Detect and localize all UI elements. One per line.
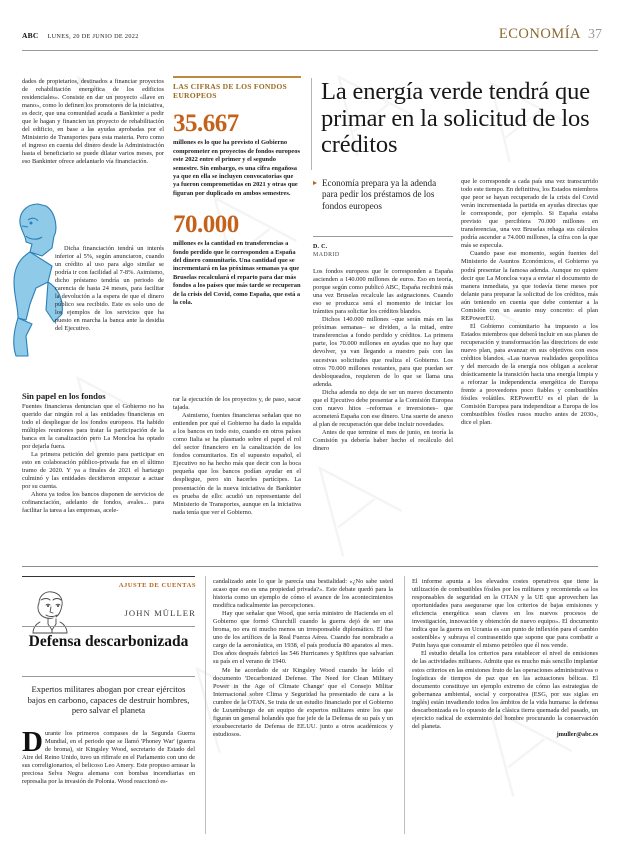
paragraph: Durante los primeros compases de la Segunda Guerra Mundial, en el periodo que se llamó 'Phoney War' (guerra de broma), sir Kingsley Wood, secretario de Estado del Aire del Reino Unido, tuvo un rifirrafe en el Parlamento con uno de sus correligionarios, el belicoso Leo Amery. Este propuso arrasar la preciosa Selva Negra alemana con bombas incendiarias en represalia por la invasión de Polonia. Wood reaccionó es- [22,726,195,786]
section-title: ECONOMÍA [498,26,581,42]
opinion-subtitle: Expertos militares abogan por crear ejércitos bajos en carbono, capaces de destruir hombres, pero salvar el planeta [27,684,190,716]
standfirst-wrap [313,178,453,212]
figures-box [173,76,301,308]
paragraph: Dicha adenda no deja de ser un nuevo documento que el Ejecutivo debe presentar a la Comisión Europea con nuevo hitos –reformas e inversiones– que acometerá España con ese dinero. Una suerte de anexo al plan de recuperación que debe incluir novedades. [313,388,453,428]
opinion-top-rule [22,576,195,577]
figures-box-top-rule [173,76,301,78]
article-column-4 [461,178,598,427]
main-headline: La energía verde tendrá que primar en la solicitud de los créditos [321,78,590,158]
standfirst [313,178,453,212]
byline-dateline: MADRID [313,252,340,258]
byline-divider [313,236,453,237]
standfirst-text: Economía prepara ya la adenda para pedir los préstamos de los fondos europeos [322,178,437,211]
article-column-1-cont [22,386,164,515]
article-column-3 [313,268,453,453]
figure-number-1: 35.667 [173,110,239,138]
figure-number-2: 70.000 [173,211,239,239]
opinion-signoff-email: jmuller@abc.es [556,730,598,738]
masthead [22,26,602,46]
paragraph: La primera petición del gremio para participar en esto en colaboración público-privada fue en el último tramo de 2020. Y ya a finales de 2021 el hartazgo culminó y las entidades decidieron empezar a actuar por su cuenta. [22,450,164,490]
figure-text-2: millones es la cantidad en transferencias a fondo perdido que le corresponden a España del dinero comunitario. Una cantidad que se incrementará en las próximas semanas ya que Bruselas recalculará el reparto para dar más fondos a los países que más tarde se recuperan de la crisis del Covid, como España, que está a la cola. [173,240,301,307]
opinion-title: Defensa descarbonizada [28,633,189,650]
byline-author: D. C. [313,244,328,250]
masthead-left [22,31,139,40]
paragraph: Dichos 140.000 millones –que serán más en las próximas semanas– se dividen, a la mitad, entre transferencias a fondo perdido y créditos. La primera parte, los 70.000 millones en ayudas que no hay que devolver, ya van llegando a nuestro país con las sucesivas solicitudes que realiza el Gobierno. Los otros 70.000 millones restantes, para que puedan ser desbloqueados, requieren de lo que se llama una adenda. [313,316,453,388]
section-divider [22,566,598,567]
byline [313,244,453,258]
opinion-column-separator [205,576,206,834]
paragraph: dades de propietarios, destinados a financiar proyectos de rehabilitación energética de los edificios residenciales». Consiste en dar un proyecto «llave en mano», como lo definen los promotores de la iniciativa, es decir, que una comunidad acuda a Bankinter a pedir que le hagan y financien un proyecto de rehabilitación del edificio, en base a las ayudas aprobadas por el Ministerio de Transportes para esta materia. Pero como el ingreso en cuenta del dinero desde la Administración hasta el beneficiario se puede dilatar varios meses, por eso Bankinter ofrece adelantarlo vía financiación. [22,78,164,166]
opinion-bottom-rule [22,676,195,677]
paragraph: Fuentes financieras denuncian que el Gobierno no ha querido dar ningún rol a las entidades financieras en todo el despliegue de los fondos europeos. Ha habido múltiples reuniones para tratar la participación de la banca en la canalización pero La Moncloa ha optado por dejarla fuera. [22,402,164,450]
paragraph: Dicha financiación tendrá un interés inferior al 5%, según anunciaron, cuando un crédito al uso para algo similar se podría ir con facilidad al 7-8%. Asimismo, dicho préstamo tendría un periodo de carencia de hasta 24 meses, para facilitar la devolución a la espera de que el dinero público sea recibido. Este es solo uno de los ejemplos de los servicios que ha puesto en marcha la banca ante la desidia del Ejecutivo. [55,245,164,333]
paragraph: El estudio detalla los criterios para establecer el nivel de emisiones de las actividades militares. Admite que es mucho más sencillo implantar estos criterios en las emisiones fruto de las operaciones administrativas o logísticas de tiempos de paz que en las actuaciones bélicas. El documento constituye un ejemplo extremo de cómo las estrategias de gobernanza ambiental, social y corporativa (ESG, por sus siglas en inglés) están invadiendo todos los ámbitos de la vida humana: la defensa descarbonizada es lo opuesto de la clásica tierra quemada del pasado, un ejercicio radical de exterminio del hombre procurando la conservación del planeta. [412,650,598,730]
paragraph: Hay que señalar que Wood, que sería ministro de Hacienda en el Gobierno que formó Churchill cuando la guerra dejó de ser una broma, no era ni mucho menos un irresponsable diplomático. El fue uno de los artífices de la Real Fuerza Aérea. Cuando fue nombrado a cargo de la aeronáutica, en 1938, el país producía 80 aparatos al mes. Dos años después fabricó las 546 Hurricanes y Spitfires que salvarían su país en el verano de 1940. [213,610,393,666]
opinion-column-2 [213,578,393,739]
masthead-divider [22,50,598,51]
paragraph: Ahora ya todos los bancos disponen de servicios de cofinanciación, adelanto de fondos, avales... para facilitar la tarea a las empresas, acele- [22,491,164,515]
paragraph: rar la ejecución de los proyectos y, de paso, sacar tajada. [173,396,301,412]
opinion-column-1 [22,726,195,786]
paragraph: Asimismo, fuentes financieras señalan que no entienden por qué el Gobierno ha dado la espalda a los bancos en todo esto, cuando en otros países como Italia se ha plasmado sobre el papel el rol del sector financiero en la canalización de los fondos comunitarios. En el supuesto español, el Ejecutivo no ha hecho más que decir con la boca pequeña que los bancos podían ayudar en el despliegue, pero sin hacerles partícipes. La presentación de la nueva iniciativa de Bankinter es prueba de ello: acudió un representante del Ministerio de Transportes, aunque en la iniciativa nada tenía que ver el Gobierno. [173,412,301,516]
abc-logo: ABC [22,31,39,40]
opinion-author: JOHN MÜLLER [124,608,196,618]
publication-date: LUNES, 20 DE JUNIO DE 2022 [47,33,139,40]
paragraph: El Gobierno comunitario ha impuesto a los Estados miembros que deberá incluir en sus planes de recuperación y transformación las directrices de este nuevo plan, para avanzar en sus objetivos con esos créditos blandos. «Las nuevas realidades geopolítica y del mercado de la energía nos obligan a acelerar drásticamente la transición hacia una energía limpia y a reforzar la independencia energética de Europa frente a proveedores poco fiables y combustibles fósiles volátiles. REPowerEU es el plan de la Comisión Europea para independizar a Europa de los combustibles fósiles rusos mucho antes de 2030», dice el plan. [461,322,598,427]
headline-rule [311,78,312,170]
figure-text-1: millones es lo que ha previsto el Gobierno comprometer en proyectos de fondos europeos este 2022 entre el primer y el segundo semestre. Sin embargo, es una cifra engañosa ya que en ella se incluyen convocatorias que ya fueron comprometidas en 2021 y otras que figuran por duplicado en ambos semestres. [173,139,301,197]
paragraph: Antes de que termine el mes de junio, en teoría la Comisión ya debería haber hecho el recálculo del dinero [313,428,453,453]
opinion-mid-rule [22,626,195,627]
paragraph: Me he acordado de sir Kingsley Wood cuando he leído el documento 'Decarbonized Defense. The Need for Clean Military Power in the Age of Climate Change' que el Consejo Militar Internacional sobre Clima y Seguridad ha presentado de cara a la cumbre de la OTAN. Se trata de un estudio financiado por el Gobierno de Luxemburgo de un equipo de expertos militares entre los que figuran un general holandés que fue jefe de la Defensa de su país y un exsubsecretario de Defensa de EE.UU. junto a otros académicos y estudiosos. [213,666,393,738]
masthead-right [499,26,602,43]
paragraph: Cuando pase ese momento, según fuentes del Ministerio de Asuntos Económicos, el Gobierno ya podrá presentar la famosa adenda. Aunque no quiere decir que La Moncloa vaya a enviar el documento de manera inmediata, ya que todavía tiene meses por delante para preparar la solicitud de los créditos, más aún teniendo en cuenta que debe contentar a la Comisión con un asunto muy concreto: el plan REPowerEU. [461,250,598,322]
article-column-1-wrapped [55,245,164,334]
opinion-column-3 [412,578,598,739]
article-column-2 [173,396,301,517]
triangle-bullet-icon [313,181,317,185]
article-subheading: Sin papel en los fondos [22,391,106,401]
paragraph: El informe apunta a los elevados costes operativos que tiene la utilización de combustibles fósiles por los militares y recomienda «a los responsables de seguridad en la OTAN y la UE que aprovechen las oportunidades para asegurarse que los criterios de bajas emisiones y eficiencia energética sean claves en los nuevos procesos de investigación, innovación y obtención de nuevo equipo». El documento indica que la guerra en Ucrania es «un punto de inflexión para el cambio sostenible» y subraya el contrasentido que supone que para combatir a Putin haya que consumir el mismo petróleo que él nos vende. [412,578,598,650]
page-number: 37 [588,27,602,42]
paragraph: que le corresponde a cada país una vez transcurrido todo este tiempo. En definitiva, los Estados miembros que peor se hayan recuperado de la crisis del Covid verán incrementada la partida en ayudas directas que le corresponde, por ejemplo. Si España estaba previsto que percibiera 70.000 millones en transferencias, una vez Bruselas rehaga sus cálculos podría ascender a 74.000 millones, la cifra con la que más se especula. [461,178,598,250]
opinion-column-separator [404,576,405,834]
paragraph: Los fondos europeos que le corresponden a España ascienden a 140.000 millones de euros. Eso en teoría, porque según como publicó ABC, España recibirá más una vez Bruselas recalcule las asignaciones. Cuando eso se produzca será el momento de iniciar los trámites para solicitar los créditos blandos. [313,268,453,316]
figures-box-title: LAS CIFRAS DE LOS FONDOS EUROPEOS [173,81,288,100]
paragraph: candalizado ante lo que le parecía una bestialidad: «¿No sabe usted acaso que eso es una propiedad privada?». Este debate quedó para la historia como un ejemplo de cómo el avance de los acontecimientos modifica radicalmente las percepciones. [213,578,393,610]
article-column-1 [22,78,164,167]
opinion-kicker: AJUSTE DE CUENTAS [118,582,196,589]
